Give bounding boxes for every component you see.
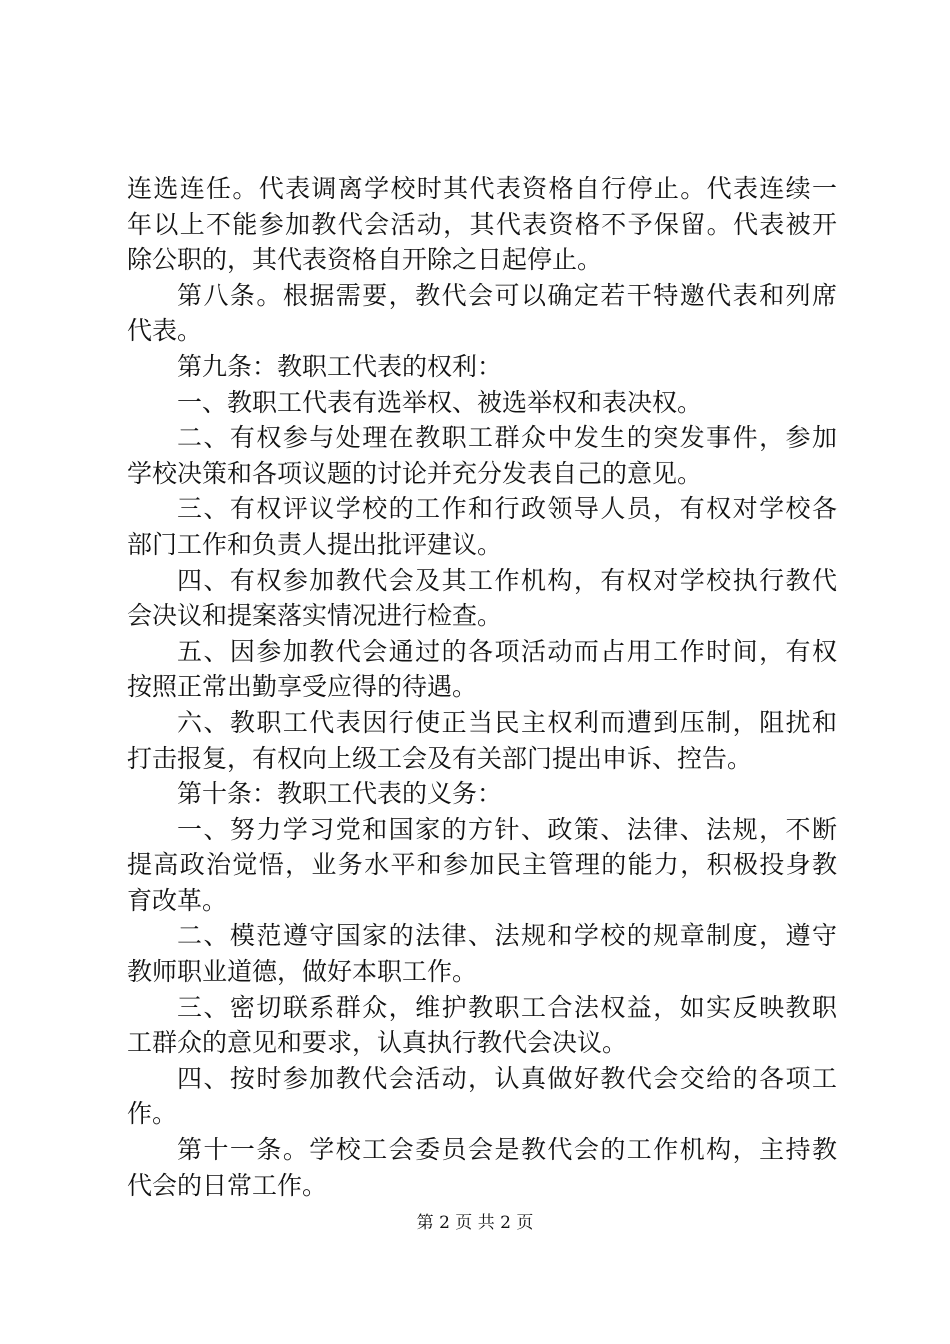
text-line: 部门工作和负责人提出批评建议。 xyxy=(127,529,503,559)
text-line: 一、教职工代表有选举权、被选举权和表决权。 xyxy=(177,387,703,417)
text-line: 三、密切联系群众，维护教职工合法权益，如实反映教职 xyxy=(177,992,837,1022)
page-number-label: 第 2 页 共 2 页 xyxy=(416,1213,534,1233)
text-line: 会决议和提案落实情况进行检查。 xyxy=(127,601,503,631)
document-body xyxy=(127,171,837,1203)
text-line: 第九条：教职工代表的权利： xyxy=(177,351,503,381)
text-line: 四、按时参加教代会活动，认真做好教代会交给的各项工 xyxy=(177,1063,837,1093)
text-line: 除公职的，其代表资格自开除之日起停止。 xyxy=(127,245,603,275)
page-footer xyxy=(0,1212,950,1234)
text-line: 第八条。根据需要，教代会可以确定若干特邀代表和列席 xyxy=(177,280,837,310)
text-line: 打击报复，有权向上级工会及有关部门提出申诉、控告。 xyxy=(127,743,753,773)
text-line: 四、有权参加教代会及其工作机构，有权对学校执行教代 xyxy=(177,565,837,595)
text-line: 提高政治觉悟，业务水平和参加民主管理的能力，积极投身教 xyxy=(127,850,837,880)
text-line: 连选连任。代表调离学校时其代表资格自行停止。代表连续一 xyxy=(127,174,837,203)
text-line: 六、教职工代表因行使正当民主权利而遭到压制，阻扰和 xyxy=(177,707,837,737)
text-line: 代会的日常工作。 xyxy=(127,1170,328,1200)
text-line: 育改革。 xyxy=(127,885,228,915)
text-line: 年以上不能参加教代会活动，其代表资格不予保留。代表被开 xyxy=(127,209,837,239)
text-line: 工群众的意见和要求，认真执行教代会决议。 xyxy=(127,1028,628,1058)
text-line: 第十条：教职工代表的义务： xyxy=(177,779,503,809)
text-line: 教师职业道德，做好本职工作。 xyxy=(127,957,478,987)
text-line: 一、努力学习党和国家的方针、政策、法律、法规，不断 xyxy=(177,814,837,844)
text-line: 按照正常出勤享受应得的待遇。 xyxy=(127,672,478,702)
text-line: 三、有权评议学校的工作和行政领导人员，有权对学校各 xyxy=(177,494,837,524)
text-line: 第十一条。学校工会委员会是教代会的工作机构，主持教 xyxy=(177,1135,837,1165)
text-line: 五、因参加教代会通过的各项活动而占用工作时间，有权 xyxy=(177,636,837,666)
text-line: 作。 xyxy=(127,1099,178,1129)
text-line: 二、有权参与处理在教职工群众中发生的突发事件，参加 xyxy=(177,423,837,453)
text-line: 学校决策和各项议题的讨论并充分发表自己的意见。 xyxy=(127,458,703,488)
text-line: 二、模范遵守国家的法律、法规和学校的规章制度，遵守 xyxy=(177,921,837,951)
text-line: 代表。 xyxy=(127,316,203,346)
